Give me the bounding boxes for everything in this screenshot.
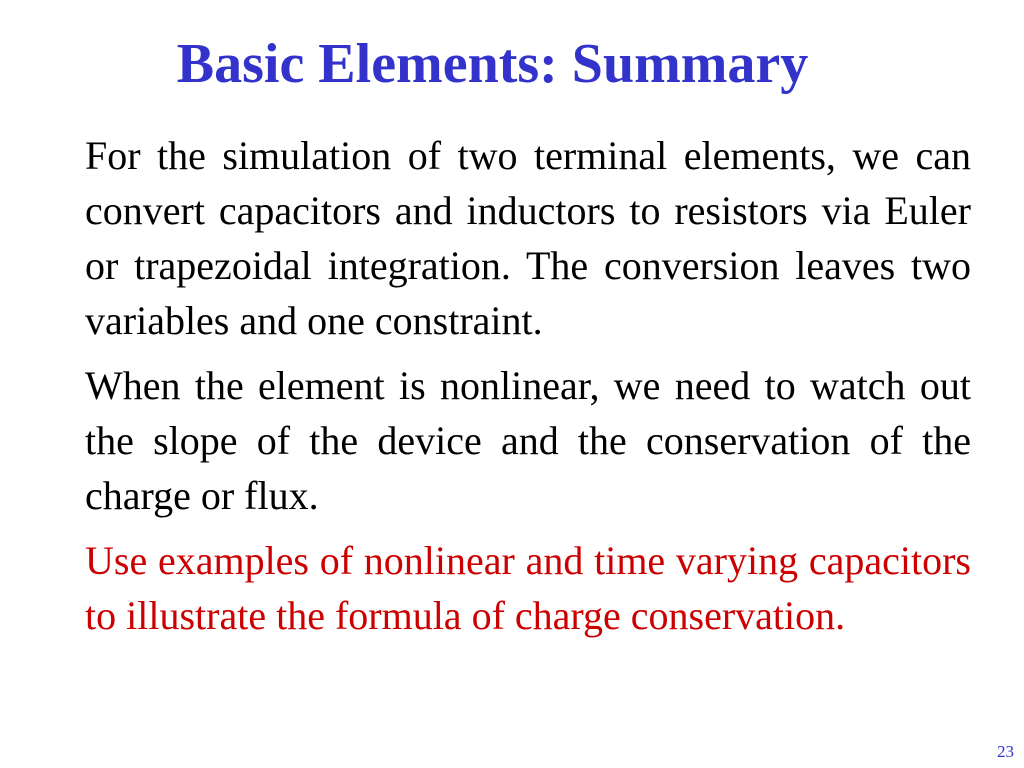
slide-body [85,128,971,653]
slide-number: 23 [997,742,1014,761]
paragraph-examples-highlight: Use examples of nonlinear and time varying capacitors to illustrate the formula of charge conservation. [85,538,971,638]
slide-title: Basic Elements: Summary [176,33,809,95]
paragraph-nonlinear-element: When the element is nonlinear, we need to watch out the slope of the device and the conservation of the charge or flux. [85,363,971,518]
paragraph-simulation-conversion: For the simulation of two terminal elements, we can convert capacitors and inductors to resistors via Euler or trapezoidal integration. The conversion leaves two variables and one constraint. [85,133,971,343]
